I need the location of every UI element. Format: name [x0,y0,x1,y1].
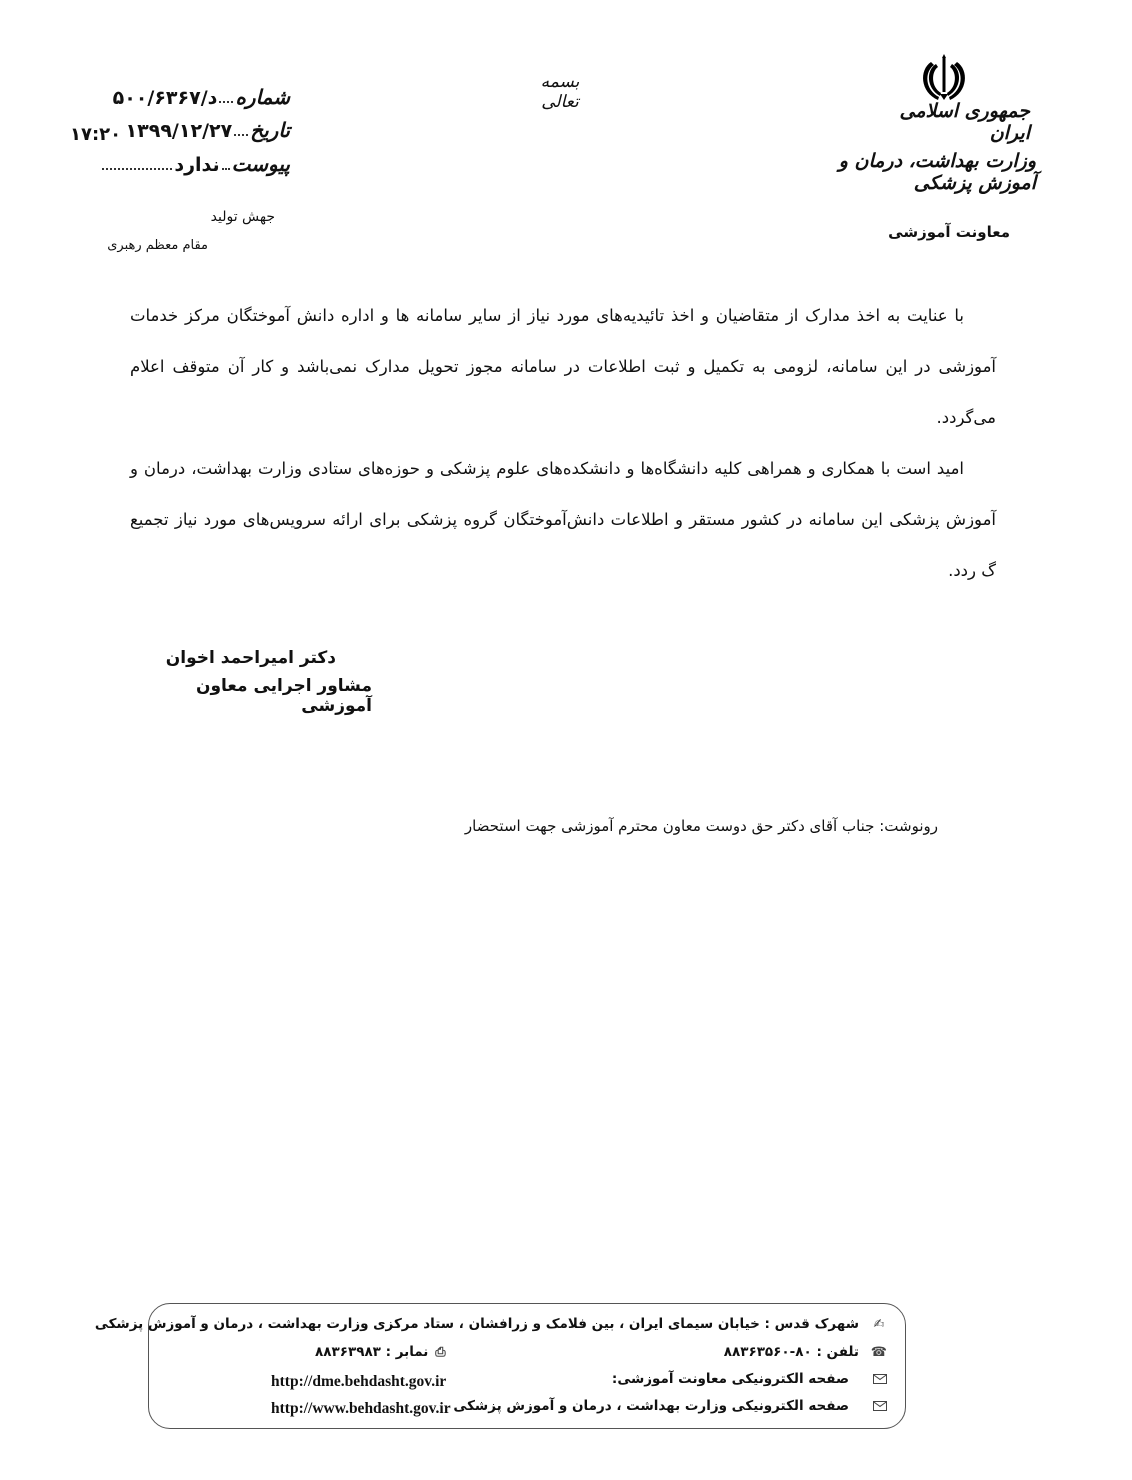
letter-number: د/۵۰۰/۶۳۶۷ [112,87,218,109]
letter-time: ۱۷:۲۰ [70,124,122,145]
deputy-website-link[interactable]: http://dme.behdasht.gov.ir [271,1373,447,1390]
footer-web2-label: صفحه الکترونیکی وزارت بهداشت ، درمان و آموزش پزشکی [453,1398,849,1414]
letter-date: ۱۳۹۹/۱۲/۲۷ [125,120,233,142]
footer-fax: نمابر : ۸۸۳۶۳۹۸۳ [315,1344,429,1360]
number-label: شماره [235,85,290,109]
department-title: معاونت آموزشی [888,223,1010,241]
date-label: تاریخ [250,118,290,142]
footer-fax-row [315,1344,448,1360]
footer-web1-label: صفحه الکترونیکی معاونت آموزشی: [611,1371,849,1387]
slogan-attribution: مقام معظم رهبری [107,238,208,253]
dotted-line [219,101,233,103]
pen-icon: ✍ [873,1316,885,1332]
attachment-label: پیوست [231,152,290,176]
letter-date-row [120,118,290,142]
signer-name: دکتر امیراحمد اخوان [165,648,336,668]
cc-line: رونوشت: جناب آقای دکتر حق دوست معاون محترم آموزشی جهت استحضار [464,817,938,835]
footer-phone: تلفن : ۸۰-۸۸۳۶۳۵۶۰ [723,1344,859,1360]
mail-icon [873,1374,887,1384]
footer-phone-row [724,1344,887,1360]
republic-name: جمهوری اسلامی ایران [899,100,1030,144]
footer-contact-box [94,1303,906,1429]
dotted-line [102,168,172,170]
fax-icon: ⎙ [435,1344,446,1360]
attachment-row [100,152,290,176]
footer-web1-row [612,1371,887,1387]
slogan-text: جهش تولید [210,209,275,225]
dotted-line [222,168,230,170]
footer-address: شهرک قدس : خیابان سیمای ایران ، بین فلامک و زرافشان ، ستاد مرکزی وزارت بهداشت ، درمان و آموزش پزشکی [94,1316,859,1332]
iran-emblem-icon [918,52,970,104]
body-paragraph: امید است با همکاری و همراهی کلیه دانشگاه‌ها و دانشکده‌های علوم پزشکی و حوزه‌های ستادی وزارت بهداشت، درمان و آموزش پزشکی این سامانه در کشور مستقر و اطلاعات دانش‌آموختگان گروه پزشکی برای ارائه سرویس‌های مورد نیاز تجمیع گ ردد. [130,459,996,580]
ministry-name: وزارت بهداشت، درمان و آموزش پزشکی [838,150,1036,194]
phone-icon: ☎ [870,1344,887,1360]
ministry-website-link[interactable]: http://www.behdasht.gov.ir [271,1400,451,1417]
letter-body [130,290,996,596]
footer-web2-row [453,1398,887,1414]
attachment-value: ندارد [174,154,220,176]
dotted-line [234,134,248,136]
mail-icon [873,1401,887,1411]
body-paragraph: با عنایت به اخذ مدارک از متقاضیان و اخذ تائیدیه‌های مورد نیاز از سایر سامانه ها و اداره دانش آموختگان مرکز خدمات آموزشی در این سامانه، لزومی به تکمیل و ثبت اطلاعات در سامانه مجوز تحویل مدارک نمی‌باشد و کار آن متوقف اعلام می‌گردد. [130,306,996,427]
letter-number-row [100,85,290,109]
bismillah-heading: بسمه تعالی [540,72,580,112]
signer-role: مشاور اجرایی معاون آموزشی [195,676,372,716]
footer-address-row [95,1316,887,1332]
